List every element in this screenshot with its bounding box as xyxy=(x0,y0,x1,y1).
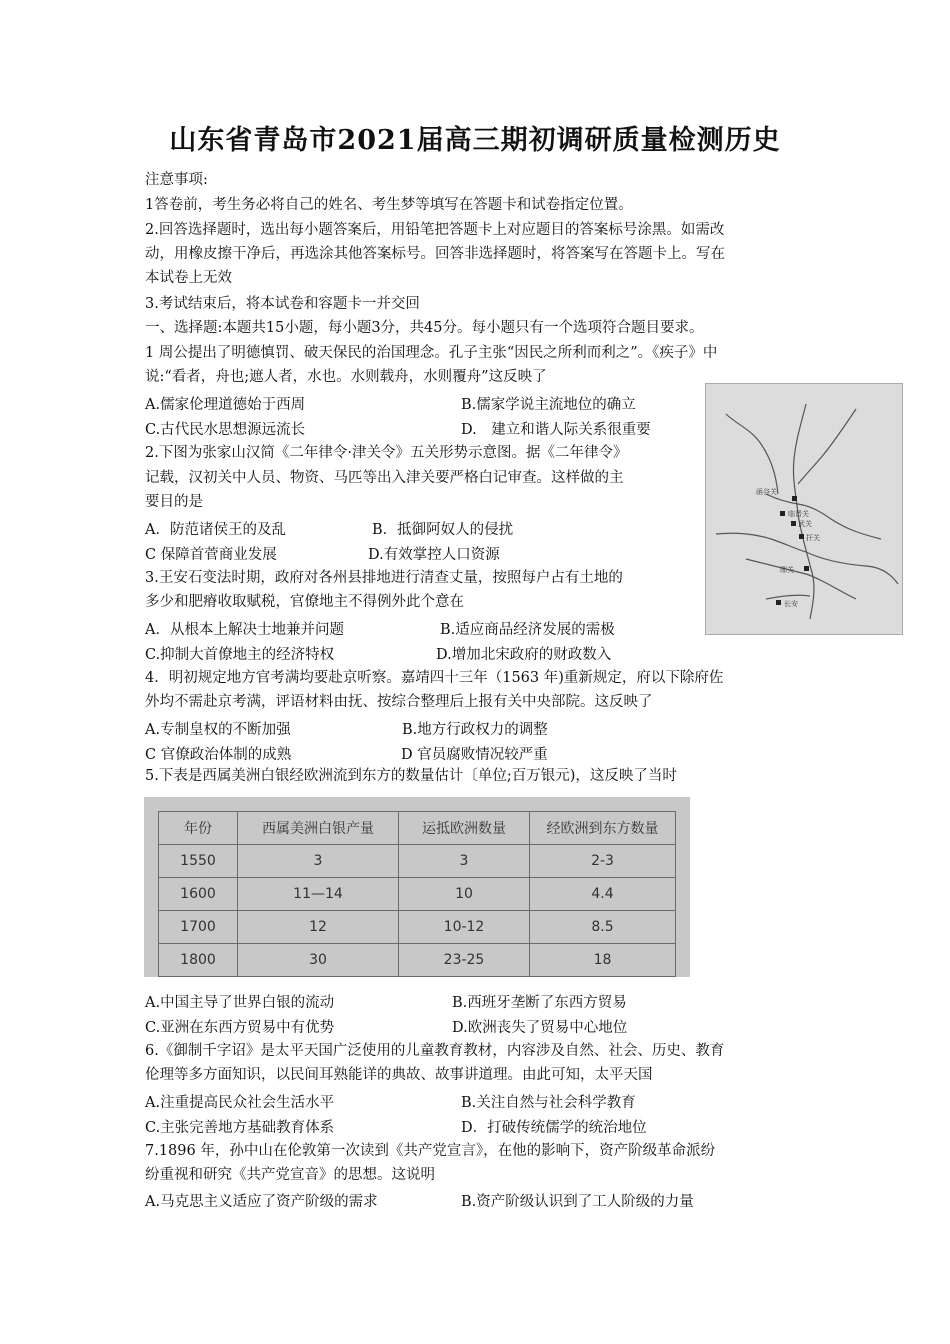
map-label-changan: 长安 xyxy=(784,600,798,608)
table-cell: 12 xyxy=(238,911,399,944)
q7-stem-line-1: 7.1896 年，孙中山在伦敦第一次读到《共产党宣言》，在他的影响下，资产阶级革命派纷 xyxy=(145,1143,716,1159)
q3-option-d: D.增加北宋政府的财政数入 xyxy=(436,647,612,663)
q1-stem-line-1: 1 周公提出了明德慎罚、破天保民的治国理念。孔子主张“因民之所利而利之”。《疾子》中 xyxy=(145,345,718,361)
map-label-yun: 郧关 xyxy=(780,566,794,574)
map-marker-wu xyxy=(791,521,796,526)
q7-option-b: B.资产阶级认识到了工人阶级的力量 xyxy=(461,1194,694,1210)
q7-option-a: A.马克思主义适应了资产阶级的需求 xyxy=(145,1194,378,1210)
q6-option-a: A.注重提高民众社会生活水平 xyxy=(145,1095,335,1111)
table-row xyxy=(159,911,676,944)
table-cell: 1600 xyxy=(159,878,238,911)
table-row xyxy=(159,845,676,878)
q1-stem-line-2: 说:“看者，舟也;遮人者，水也。水则载舟，水则覆舟”这反映了 xyxy=(145,369,547,385)
table-cell: 10 xyxy=(399,878,530,911)
pass-map-figure xyxy=(705,383,903,635)
map-label-wu: 武关 xyxy=(798,520,812,528)
q5-option-c: C.亚洲在东西方贸易中有优势 xyxy=(145,1020,335,1036)
table-cell: 3 xyxy=(238,845,399,878)
silver-flow-table-figure xyxy=(144,797,690,977)
table-cell: 8.5 xyxy=(530,911,676,944)
q2-stem-line-2: 记载，汉初关中人员、物资、马匹等出入津关要严格白记审查。这样做的主 xyxy=(145,470,624,486)
q7-stem-line-2: 纷重视和研究《共产党宣音》的思想。这说明 xyxy=(145,1167,435,1183)
q3-option-a: A．从根本上解决士地兼并问题 xyxy=(145,622,344,638)
notice-item-1: 1答卷前，考生务必将自己的姓名、考生梦等填写在答题卡和试卷指定位置。 xyxy=(145,197,633,213)
table-cell: 1800 xyxy=(159,944,238,977)
q4-stem-line-2: 外均不需赴京考满，评语材料由抚、按综合整理后上报有关中央部院。这反映了 xyxy=(145,694,653,710)
table-cell: 30 xyxy=(238,944,399,977)
map-label-linjin: 临晋关 xyxy=(788,510,809,518)
map-label-han: 扞关 xyxy=(806,534,820,542)
q2-option-b: B．抵御阿奴人的侵扰 xyxy=(372,522,514,538)
table-row xyxy=(159,944,676,977)
table-header-row xyxy=(159,812,676,845)
table-cell: 1700 xyxy=(159,911,238,944)
q1-option-a: A.儒家伦理道德始于西周 xyxy=(145,397,306,413)
q4-option-b: B.地方行政权力的调整 xyxy=(402,722,548,738)
q4-option-d: D 官员腐败情况较严重 xyxy=(401,747,548,763)
q3-stem-line-1: 3.王安石变法时期，政府对各州县排地进行清查丈量，按照每户占有土地的 xyxy=(145,570,623,586)
silver-flow-table xyxy=(158,811,676,977)
table-cell: 23-25 xyxy=(399,944,530,977)
table-cell: 4.4 xyxy=(530,878,676,911)
map-marker-yun xyxy=(804,566,809,571)
table-cell: 10-12 xyxy=(399,911,530,944)
q5-option-d: D.欧洲丧失了贸易中心地位 xyxy=(452,1020,628,1036)
map-marker-hangu xyxy=(792,496,797,501)
q3-option-c: C.抑制大首僚地主的经济特权 xyxy=(145,647,335,663)
table-cell: 18 xyxy=(530,944,676,977)
q6-stem-line-1: 6.《御制千字诏》是太平天国广泛使用的儿童教育教材，内容涉及自然、社会、历史、教育 xyxy=(145,1043,725,1059)
q2-stem-line-1: 2.下图为张家山汉简《二年律令·津关令》五关形势示意图。据《二年律令》 xyxy=(145,445,628,461)
q4-option-c: C 官僚政治体制的成熟 xyxy=(145,747,292,763)
table-header-cell: 运抵欧洲数量 xyxy=(399,812,530,845)
q2-option-a: A．防范诸侯王的及乱 xyxy=(145,522,286,538)
table-cell: 3 xyxy=(399,845,530,878)
table-cell: 2-3 xyxy=(530,845,676,878)
table-cell: 11—14 xyxy=(238,878,399,911)
table-cell: 1550 xyxy=(159,845,238,878)
table-header-cell: 西属美洲白银产量 xyxy=(238,812,399,845)
map-marker-han xyxy=(799,534,804,539)
notice-item-2-line-3: 本试卷上无效 xyxy=(145,270,232,286)
q4-stem-line-1: 4．明初规定地方官考满均要赴京听察。嘉靖四十三年（1563 年)重新规定，府以下除府佐 xyxy=(145,670,724,686)
q1-option-d: D. 建立和谐人际关系很重要 xyxy=(461,422,651,438)
q6-option-c: C.主张完善地方基础教育体系 xyxy=(145,1120,335,1136)
q2-option-c: C 保障首菅商业发展 xyxy=(145,547,277,563)
q1-option-b: B.儒家学说主流地位的确立 xyxy=(461,397,636,413)
notice-item-2-line-2: 动，用橡皮擦干净后，再选涂其他答案标号。回答非选择题时，将答案写在答题卡上。写在 xyxy=(145,246,725,262)
map-marker-linjin xyxy=(780,511,785,516)
notice-item-2-line-1: 2.回答选择题时，选出每小题答案后，用铅笔把答题卡上对应题目的答案标号涂黑。如需改 xyxy=(145,222,725,238)
q4-option-a: A.专制皇权的不断加强 xyxy=(145,722,291,738)
q6-option-d: D．打破传统儒学的统治地位 xyxy=(461,1120,647,1136)
map-label-hangu: 函谷关 xyxy=(756,488,777,496)
table-header-cell: 年份 xyxy=(159,812,238,845)
exam-title: 山东省青岛市2021届高三期初调研质量检测历史 xyxy=(169,125,781,156)
q1-option-c: C.古代民水思想源远流长 xyxy=(145,422,306,438)
table-row xyxy=(159,878,676,911)
q3-option-b: B.适应商品经济发展的需极 xyxy=(440,622,615,638)
q6-option-b: B.关注自然与社会科学教育 xyxy=(461,1095,636,1111)
q2-option-d: D.有效掌控人口资源 xyxy=(368,547,500,563)
q3-stem-line-2: 多少和肥瘠收取赋税，官僚地主不得例外此个意在 xyxy=(145,594,464,610)
table-header-cell: 经欧洲到东方数量 xyxy=(530,812,676,845)
q6-stem-line-2: 伦理等多方面知识，以民间耳熟能详的典故、故事讲道理。由此可知，太平天国 xyxy=(145,1067,653,1083)
river-map xyxy=(706,384,902,634)
notice-item-3: 3.考试结束后，将本试卷和容题卡一并交回 xyxy=(145,296,420,312)
q5-option-a: A.中国主导了世界白银的流动 xyxy=(145,995,335,1011)
q5-option-b: B.西班牙垄断了东西方贸易 xyxy=(452,995,627,1011)
q2-stem-line-3: 要目的是 xyxy=(145,494,203,510)
map-marker-changan xyxy=(776,600,781,605)
notice-heading: 注意事项: xyxy=(145,172,208,188)
q5-stem-line-1: 5.下表是西属美洲白银经欧洲流到东方的数量估计〔单位;百万银元)，这反映了当时 xyxy=(145,768,677,784)
section-heading: 一、选择题:本题共15小题，每小题3分，共45分。每小题只有一个选项符合题目要求。 xyxy=(145,320,704,336)
